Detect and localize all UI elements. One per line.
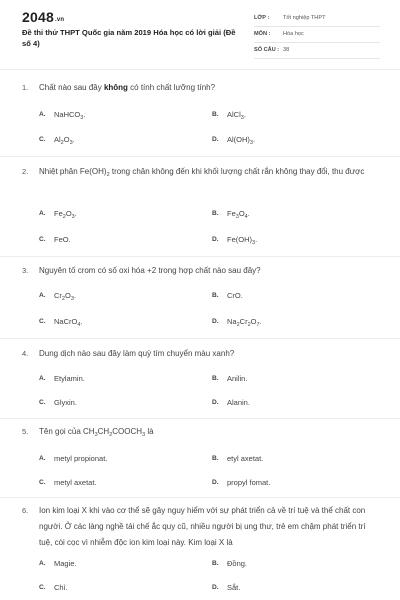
question-number: 2. (22, 167, 29, 176)
header-divider (0, 69, 400, 70)
logo-suffix: .vn (54, 17, 65, 23)
question-divider (0, 338, 400, 339)
question-text: Ion kim loại X khi vào cơ thể sẽ gây nguy hiểm với sự phát triển cả về trí tuệ và thể chất con người. Ở các làng nghề tái chế ắc quy cũ, nhiều người bị ung thư, trẻ em chậm phát triển trí tuệ, còi cọc vì nhiễm độc ion kim loại này. Kim loại X là (39, 506, 366, 547)
question-number: 3. (22, 266, 29, 275)
option-text: FeO. (54, 235, 71, 244)
option-text: propyl fomat. (227, 478, 271, 487)
option-letter: D. (212, 399, 219, 406)
option-letter: B. (212, 210, 219, 217)
option-letter: C. (39, 479, 46, 486)
option-letter: C. (39, 236, 46, 243)
option-text: Etylamin. (54, 374, 85, 383)
option-letter: B. (212, 292, 219, 299)
question-number: 5. (22, 427, 29, 436)
meta-key: SỐ CÂU : (254, 47, 280, 53)
option-text: Alanin. (227, 398, 250, 407)
option-text: $Fe_2O_3$. (54, 209, 77, 220)
option-letter: D. (212, 584, 219, 591)
question-text (39, 80, 381, 96)
option-text: $Na_2Cr_2O_7$. (227, 317, 262, 328)
meta-key: MÔN : (254, 31, 271, 37)
option-text: $Fe(OH)_3$. (227, 235, 258, 246)
question-text: Nguyên tố crom có số oxi hóa +2 trong hợp chất nào sau đây? (39, 266, 261, 275)
meta-value: Tốt nghiệp THPT (283, 15, 326, 21)
option-text: NaHCO$_3$. (54, 110, 86, 121)
meta-value: Hóa học (283, 31, 304, 37)
option-letter: A. (39, 292, 46, 299)
question-text-part: có tính chất lưỡng tính? (127, 83, 216, 92)
option-letter: B. (212, 560, 219, 567)
option-letter: C. (39, 399, 46, 406)
option-text: Chì. (54, 583, 68, 592)
option-text: Đồng. (227, 559, 248, 568)
option-letter: A. (39, 375, 46, 382)
option-text: NaCrO$_4$. (54, 317, 83, 328)
option-letter: A. (39, 560, 46, 567)
question-divider (0, 156, 400, 157)
option-letter: D. (212, 236, 219, 243)
question-divider (0, 497, 400, 498)
question-number: 1. (22, 83, 29, 92)
meta-value: 38 (283, 47, 290, 53)
option-text: Anilin. (227, 374, 248, 383)
option-letter: D. (212, 318, 219, 325)
question-text-part: Chất nào sau đây (39, 83, 104, 92)
site-logo[interactable] (22, 9, 64, 25)
document-header (0, 0, 400, 64)
option-letter: D. (212, 136, 219, 143)
question-text: Tên gọi của $CH_3CH_2COOCH_3$ là (39, 427, 154, 438)
question-text: Dung dịch nào sau đây làm quỳ tím chuyển màu xanh? (39, 349, 235, 358)
question-divider (0, 418, 400, 419)
option-letter: A. (39, 210, 46, 217)
option-text: $Fe_3O_4$. (227, 209, 250, 220)
option-text: metyl axetat. (54, 478, 97, 487)
option-letter: B. (212, 455, 219, 462)
meta-row-subject (254, 28, 380, 43)
question-text: Nhiệt phân $Fe(OH)_2$ trong chân không đến khi khối lượng chất rắn không thay đổi, thu được (39, 167, 365, 178)
option-letter: C. (39, 136, 46, 143)
option-text: $Al(OH)_3$. (227, 135, 256, 146)
option-letter: C. (39, 584, 46, 591)
question-text-emphasis: không (103, 83, 128, 92)
question-number: 4. (22, 349, 29, 358)
exam-meta-panel (254, 12, 380, 60)
question-number: 6. (22, 506, 29, 515)
option-text: CrO. (227, 291, 243, 300)
question-divider (0, 256, 400, 257)
meta-row-grade (254, 12, 380, 27)
option-letter: B. (212, 375, 219, 382)
meta-row-question-count (254, 44, 380, 59)
option-text: Glyxin. (54, 398, 77, 407)
option-text: $Cr_2O_3$. (54, 291, 76, 302)
option-text: AlCl$_3$. (227, 110, 246, 121)
meta-key: LỚP : (254, 15, 270, 21)
document-title: Đề thi thử THPT Quốc gia năm 2019 Hóa học có lời giải (Đề số 4) (22, 28, 236, 48)
option-letter: A. (39, 111, 46, 118)
option-letter: D. (212, 479, 219, 486)
option-letter: A. (39, 455, 46, 462)
option-letter: C. (39, 318, 46, 325)
logo-main: 2048 (22, 9, 54, 25)
option-text: etyl axetat. (227, 454, 264, 463)
option-text: metyl propionat. (54, 454, 108, 463)
option-text: Sắt. (227, 583, 241, 592)
option-letter: B. (212, 111, 219, 118)
option-text: $Al_2O_3$. (54, 135, 75, 146)
option-text: Magie. (54, 559, 77, 568)
